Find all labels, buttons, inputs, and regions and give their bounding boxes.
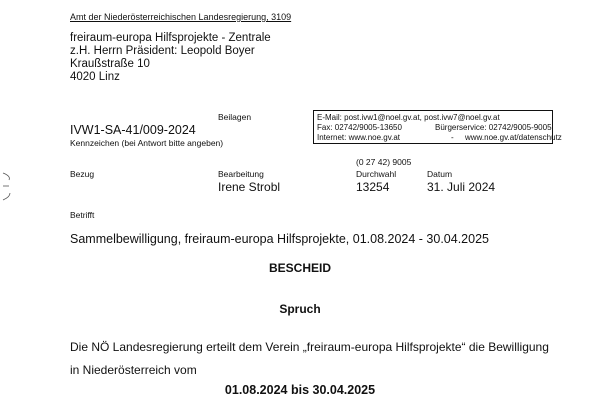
phone-prefix: (0 27 42) 9005 [356, 157, 412, 167]
contact-box [313, 110, 562, 144]
durchwahl-value: 13254 [356, 180, 390, 194]
body-paragraph-line: in Niederösterreich vom [70, 363, 197, 377]
recipient-line: Kraußstraße 10 [70, 58, 150, 70]
validity-period: 01.08.2024 bis 30.04.2025 [224, 383, 376, 397]
recipient-line: z.H. Herrn Präsident: Leopold Boyer [70, 45, 255, 57]
contact-internet: Internet: www.noe.gv.at [317, 133, 401, 142]
heading-bescheid: BESCHEID [268, 261, 331, 275]
datum-value: 31. Juli 2024 [427, 180, 496, 194]
sender-line: Amt der Niederösterreichischen Landesregierung, 3109 [70, 12, 292, 22]
body-paragraph-line: Die NÖ Landesregierung erteilt dem Verein „freiraum-europa Hilfsprojekte“ die Bewilligung [70, 340, 549, 354]
beilagen-label: Beilagen [218, 112, 252, 122]
contact-separator: - [451, 133, 454, 142]
datum-label: Datum [427, 169, 453, 179]
recipient-line: freiraum-europa Hilfsprojekte - Zentrale [70, 32, 271, 44]
fold-mark-icon [2, 170, 14, 204]
heading-spruch: Spruch [279, 302, 321, 316]
contact-email: E-Mail: post.ivw1@noel.gv.at, post.ivw7@noel.gv.at [317, 113, 500, 122]
durchwahl-label: Durchwahl [356, 169, 397, 179]
contact-buergerservice: Bürgerservice: 02742/9005-9005 [435, 123, 552, 132]
bearbeitung-label: Bearbeitung [218, 169, 264, 179]
betrifft-label: Betrifft [70, 210, 95, 220]
subject-line: Sammelbewilligung, freiraum-europa Hilfsprojekte, 01.08.2024 - 30.04.2025 [70, 232, 489, 246]
reference-number: IVW1-SA-41/009-2024 [70, 123, 196, 137]
bearbeitung-value: Irene Strobl [218, 180, 281, 194]
recipient-line: 4020 Linz [70, 71, 120, 83]
contact-fax: Fax: 02742/9005-13650 [317, 123, 402, 132]
reference-hint: Kennzeichen (bei Antwort bitte angeben) [70, 138, 224, 148]
contact-datenschutz: www.noe.gv.at/datenschutz [465, 133, 562, 142]
bezug-label: Bezug [70, 169, 95, 179]
